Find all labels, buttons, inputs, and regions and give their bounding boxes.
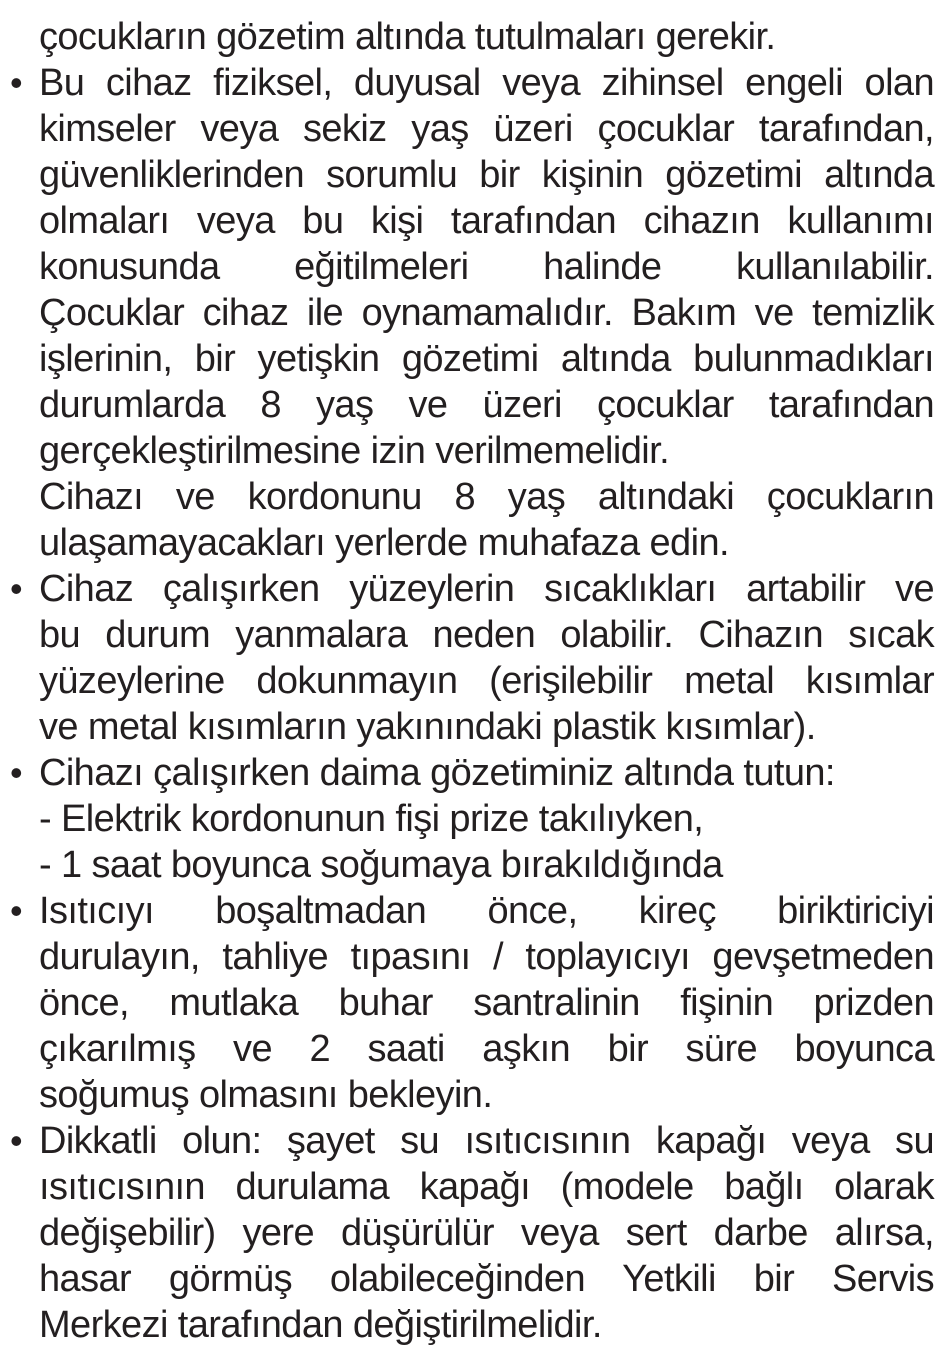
bullet-icon: • bbox=[10, 62, 23, 103]
text-line: ısıtıcısının durulama kapağı (modele bağlı olarak bbox=[39, 1166, 934, 1208]
text-line: Merkezi tarafından değiştirilmelidir. bbox=[39, 1304, 602, 1346]
text-line: soğumuş olmasını bekleyin. bbox=[39, 1074, 493, 1116]
text-line: Dikkatli olun: şayet su ısıtıcısının kapağı veya su bbox=[39, 1120, 934, 1162]
text-line: hasar görmüş olabileceğinden Yetkili bir Servis bbox=[39, 1258, 934, 1300]
text-line: Isıtıcıyı boşaltmadan önce, kireç biriktiriciyi bbox=[39, 890, 934, 932]
text-line: değişebilir) yere düşürülür veya sert darbe alırsa, bbox=[39, 1212, 934, 1254]
text-line: Bu cihaz fiziksel, duyusal veya zihinsel engeli olan bbox=[39, 62, 934, 104]
text-line: durumlarda 8 yaş ve üzeri çocuklar tarafından bbox=[39, 384, 934, 426]
bullet-icon: • bbox=[10, 1120, 23, 1161]
text-line: Cihazı çalışırken daima gözetiminiz altında tutun: bbox=[39, 752, 835, 794]
text-line: çocukların gözetim altında tutulmaları gerekir. bbox=[39, 16, 776, 58]
text-line: önce, mutlaka buhar santralinin fişinin prizden bbox=[39, 982, 934, 1024]
bullet-icon: • bbox=[10, 890, 23, 931]
bullet-icon: • bbox=[10, 568, 23, 609]
text-line: gerçekleştirilmesine izin verilmemelidir. bbox=[39, 430, 670, 472]
text-line: - 1 saat boyunca soğumaya bırakıldığında bbox=[39, 844, 723, 886]
text-line: işlerinin, bir yetişkin gözetimi altında bulunmadıkları bbox=[39, 338, 934, 380]
text-line: çıkarılmış ve 2 saati aşkın bir süre boyunca bbox=[39, 1028, 934, 1070]
text-line: ve metal kısımların yakınındaki plastik kısımlar). bbox=[39, 706, 816, 748]
text-line: yüzeylerine dokunmayın (erişilebilir metal kısımlar bbox=[39, 660, 934, 702]
text-line: Cihazı ve kordonunu 8 yaş altındaki çocukların bbox=[39, 476, 934, 518]
bullet-icon: • bbox=[10, 752, 23, 793]
text-line: güvenliklerinden sorumlu bir kişinin gözetimi altında bbox=[39, 154, 934, 196]
text-line: - Elektrik kordonunun fişi prize takılıyken, bbox=[39, 798, 704, 840]
text-line: ulaşamayacakları yerlerde muhafaza edin. bbox=[39, 522, 729, 564]
text-line: olmaları veya bu kişi tarafından cihazın kullanımı bbox=[39, 200, 934, 242]
text-line: kimseler veya sekiz yaş üzeri çocuklar tarafından, bbox=[39, 108, 934, 150]
text-line: Cihaz çalışırken yüzeylerin sıcaklıkları artabilir ve bbox=[39, 568, 934, 610]
text-line: bu durum yanmalara neden olabilir. Cihazın sıcak bbox=[39, 614, 934, 656]
text-line: Çocuklar cihaz ile oynamamalıdır. Bakım ve temizlik bbox=[39, 292, 934, 334]
text-line: konusunda eğitilmeleri halinde kullanılabilir. bbox=[39, 246, 934, 288]
text-line: durulayın, tahliye tıpasını / toplayıcıyı gevşetmeden bbox=[39, 936, 934, 978]
